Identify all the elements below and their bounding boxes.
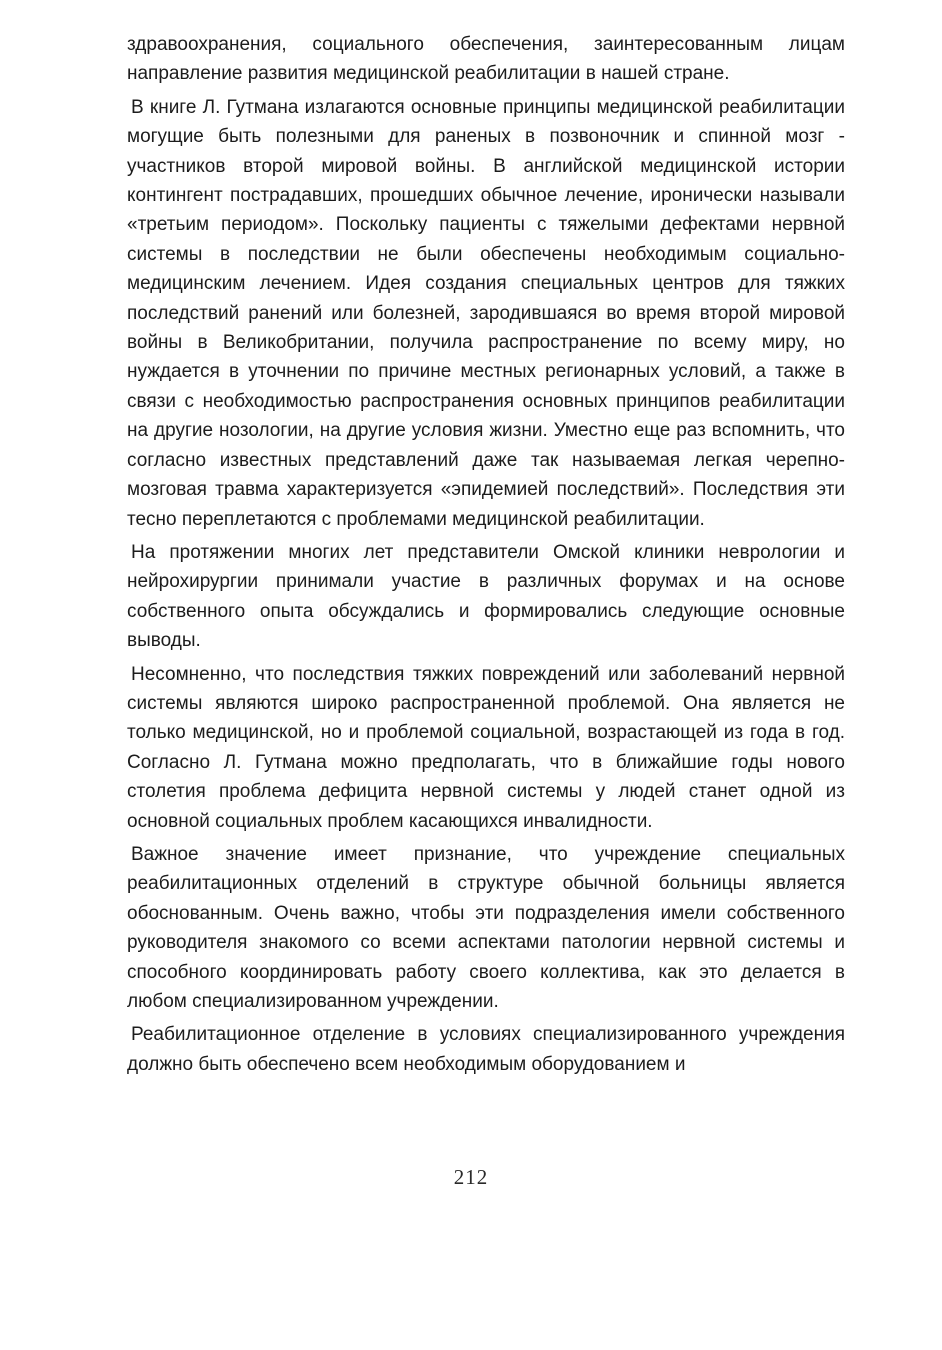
page-number: 212 [453, 1165, 489, 1189]
body-text [127, 30, 845, 1083]
paragraph-continuation: здравоохранения, социального обеспечения, заинтересованным лицам направление развития медицинской реабилитации в нашей стране. [127, 34, 845, 85]
paragraph-rehab-departments: Важное значение имеет признание, что учреждение специальных реабилитационных отделений в структуре обычной больницы является обоснованным. Очень важно, чтобы эти подразделения имели собственного руководителя знакомого со всеми аспектами патологии нервной системы и способного координировать работу своего коллектива, как это делается в любом специализированном учреждении. [127, 843, 845, 1012]
paragraph-omsk-clinic: На протяжении многих лет представители Омской клиники неврологии и нейрохирургии принимали участие в различных форумах и на основе собственного опыта обсуждались и формировались следующие основные выводы. [127, 541, 845, 652]
paragraph-gutman-book: В книге Л. Гутмана излагаются основные принципы медицинской реабилитации могущие быть полезными для раненых в позвоночник и спинной мозг - участников второй мировой войны. В английской медицинской истории контингент пострадавших, прошедших обычное лечение, иронически называли «третьим периодом». Поскольку пациенты с тяжелыми дефектами нервной системы в последствии не были обеспечены необходимым социально-медицинским лечением. Идея создания специальных центров для тяжких последствий ранений или болезней, зародившаяся во время второй мировой войны в Великобритании, получила распространение по всему миру, но нуждается в уточнении по причине местных регионарных условий, а также в связи с необходимостью распространения основных принципов реабилитации на другие нозологии, на другие условия жизни. Уместно еще раз вспомнить, что согласно известных представлений даже так называемая легкая черепно-мозговая травма характеризуется «эпидемией последствий». Последствия эти тесно переплетаются с проблемами медицинской реабилитации. [127, 96, 845, 530]
paragraph-rehab-equipment: Реабилитационное отделение в условиях специализированного учреждения должно быть обеспечено всем необходимым оборудованием и [127, 1024, 845, 1075]
paragraph-consequences: Несомненно, что последствия тяжких повреждений или заболеваний нервной системы являются широко распространенной проблемой. Она является не только медицинской, но и проблемой социальной, возрастающей из года в год. Согласно Л. Гутмана можно предполагать, что в ближайшие годы нового столетия проблема дефицита нервной системы у людей станет одной из основной социальных проблем касающихся инвалидности. [127, 663, 845, 832]
